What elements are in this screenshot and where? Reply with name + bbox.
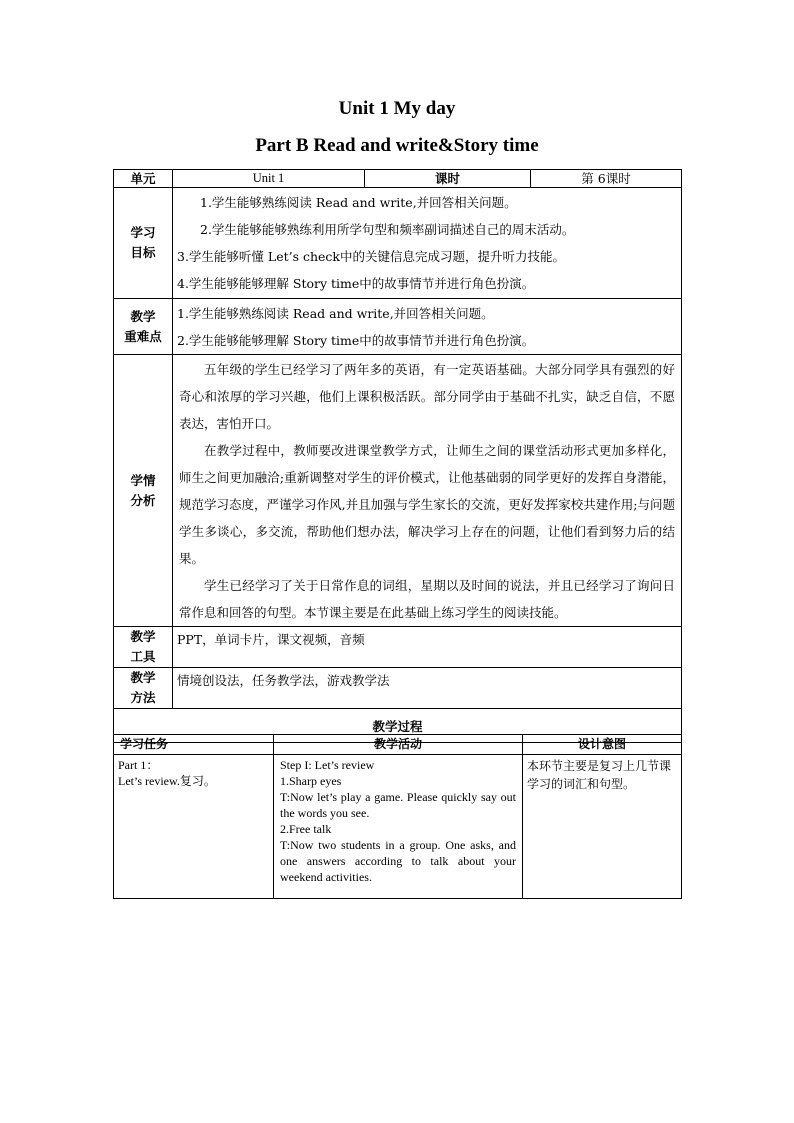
tools-label: 教学 工具: [114, 627, 173, 668]
analysis-label: 学情 分析: [114, 355, 173, 627]
document-title: Unit 1 My day: [338, 98, 456, 119]
process-table: [113, 734, 682, 899]
unit-value: Unit 1: [173, 170, 365, 188]
methods-row: [114, 668, 682, 709]
methods-label: 教学 方法: [114, 668, 173, 709]
objective-item: 1.学生能够熟练阅读 Read and write,并回答相关问题。: [200, 195, 517, 210]
objectives-content: [173, 188, 682, 299]
period-value: 第 6课时: [531, 170, 682, 188]
activity-line: T:Now let’s play a game. Please quickly say out the words you see.: [280, 790, 516, 820]
intent-cell: 本环节主要是复习上几节课学习的词汇和句型。: [523, 755, 682, 899]
analysis-paragraph: 在教学过程中，教师要改进课堂教学方式，让师生之间的课堂活动形式更加多样化，师生之间更加融洽;重新调整对学生的评价模式，让他基础弱的同学更好的发挥自身潜能，规范学习态度，严谨学习作风,并且加强与学生家长的交流，更好发挥家校共建作用;与问题学生多谈心，多交流，帮助他们想办法，解决学习上存在的问题，让他们看到努力后的结果。: [179, 442, 676, 566]
objectives-row: [114, 188, 682, 299]
key-point-item: 2.学生能够能够理解 Story time中的故事情节并进行角色扮演。: [177, 332, 535, 348]
key-points-label: 教学 重难点: [114, 299, 173, 355]
activity-line: T:Now two students in a group. One asks, and one answers according to talk about your weekend activities.: [280, 838, 516, 884]
analysis-row: [114, 355, 682, 627]
key-points-content: [173, 299, 682, 355]
unit-row: [114, 170, 682, 188]
task-cell: Part 1： Let’s review.复习。: [114, 755, 274, 899]
document-subtitle: Part B Read and write&Story time: [255, 135, 539, 156]
col-intent-header: 设计意图: [523, 735, 682, 755]
process-column-header-row: [114, 735, 682, 755]
unit-label: 单元: [114, 170, 173, 188]
objective-item: 4.学生能够能够理解 Story time中的故事情节并进行角色扮演。: [177, 276, 535, 291]
col-activity-header: 教学活动: [274, 735, 523, 755]
activity-line: 1.Sharp eyes: [280, 774, 342, 788]
activity-cell: [274, 755, 523, 899]
objective-item: 2.学生能够能够熟练利用所学句型和频率副词描述自己的周末活动。: [200, 222, 575, 237]
objective-item: 3.学生能够听懂 Let’s check中的关键信息完成习题，提升听力技能。: [177, 249, 566, 264]
key-point-item: 1.学生能够熟练阅读 Read and write,并回答相关问题。: [177, 305, 494, 321]
analysis-paragraph: 五年级的学生已经学习了两年多的英语，有一定英语基础。大部分同学具有强烈的好奇心和浓厚的学习兴趣，他们上课积极活跃。部分同学由于基础不扎实，缺乏自信，不愿表达，害怕开口。: [179, 361, 676, 431]
key-points-row: [114, 299, 682, 355]
tools-value: PPT，单词卡片，课文视频，音频: [173, 627, 682, 668]
activity-line: 2.Free talk: [280, 822, 332, 836]
objectives-label: 学习 目标: [114, 188, 173, 299]
process-label: 教学过程: [114, 709, 682, 743]
period-label: 课时: [365, 170, 531, 188]
tools-row: [114, 627, 682, 668]
lesson-plan-table: [113, 169, 682, 743]
methods-value: 情境创设法，任务教学法，游戏教学法: [173, 668, 682, 709]
analysis-paragraph: 学生已经学习了关于日常作息的词组，星期以及时间的说法，并且已经学习了询问日常作息和回答的句型。本节课主要是在此基础上练习学生的阅读技能。: [179, 577, 676, 620]
activity-line: Step I: Let’s review: [280, 758, 375, 772]
process-row: [114, 755, 682, 899]
col-task-header: 学习任务: [114, 735, 274, 755]
analysis-content: [173, 355, 682, 627]
